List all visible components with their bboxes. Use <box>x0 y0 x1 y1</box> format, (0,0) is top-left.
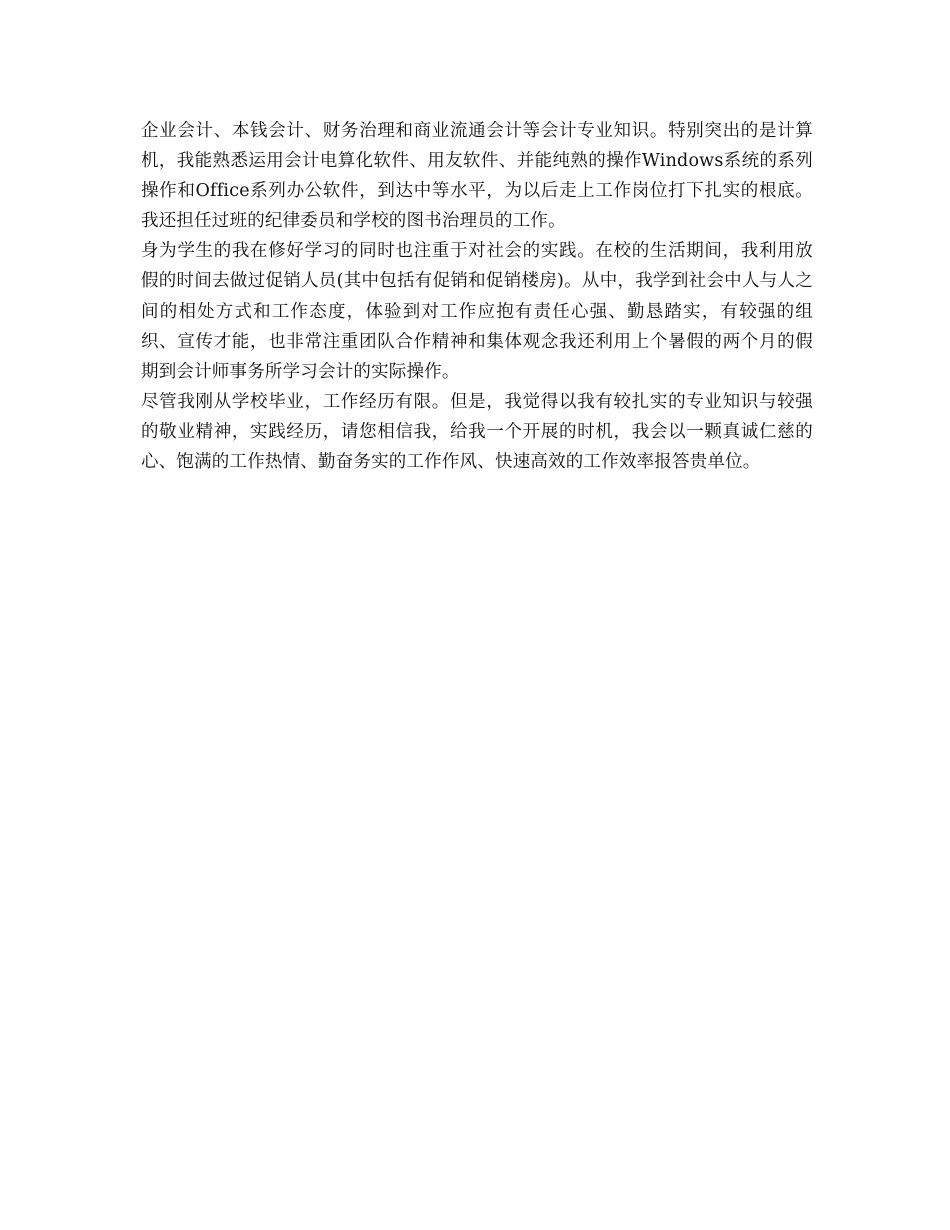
document-body <box>141 116 813 477</box>
paragraph-social-practice: 身为学生的我在修好学习的同时也注重于对社会的实践。在校的生活期间，我利用放假的时间去做过促销人员(其中包括有促销和促销楼房)。从中，我学到社会中人与人之间的相处方式和工作态度，体验到对工作应抱有责任心强、勤恳踏实，有较强的组织、宣传才能，也非常注重团队合作精神和集体观念我还利用上个暑假的两个月的假期到会计师事务所学习会计的实际操作。 <box>141 241 813 382</box>
paragraph-education-skills: 企业会计、本钱会计、财务治理和商业流通会计等会计专业知识。特别突出的是计算机，我能熟悉运用会计电算化软件、用友软件、并能纯熟的操作Windows系统的系列操作和Office系列办公软件，到达中等水平，为以后走上工作岗位打下扎实的根底。我还担任过班的纪律委员和学校的图书治理员的工作。 <box>141 121 813 232</box>
paragraph-closing: 尽管我刚从学校毕业，工作经历有限。但是，我觉得以我有较扎实的专业知识与较强的敬业精神，实践经历，请您相信我，给我一个开展的时机，我会以一颗真诚仁慈的心、饱满的工作热情、勤奋务实的工作作风、快速高效的工作效率报答贵单位。 <box>141 391 813 473</box>
